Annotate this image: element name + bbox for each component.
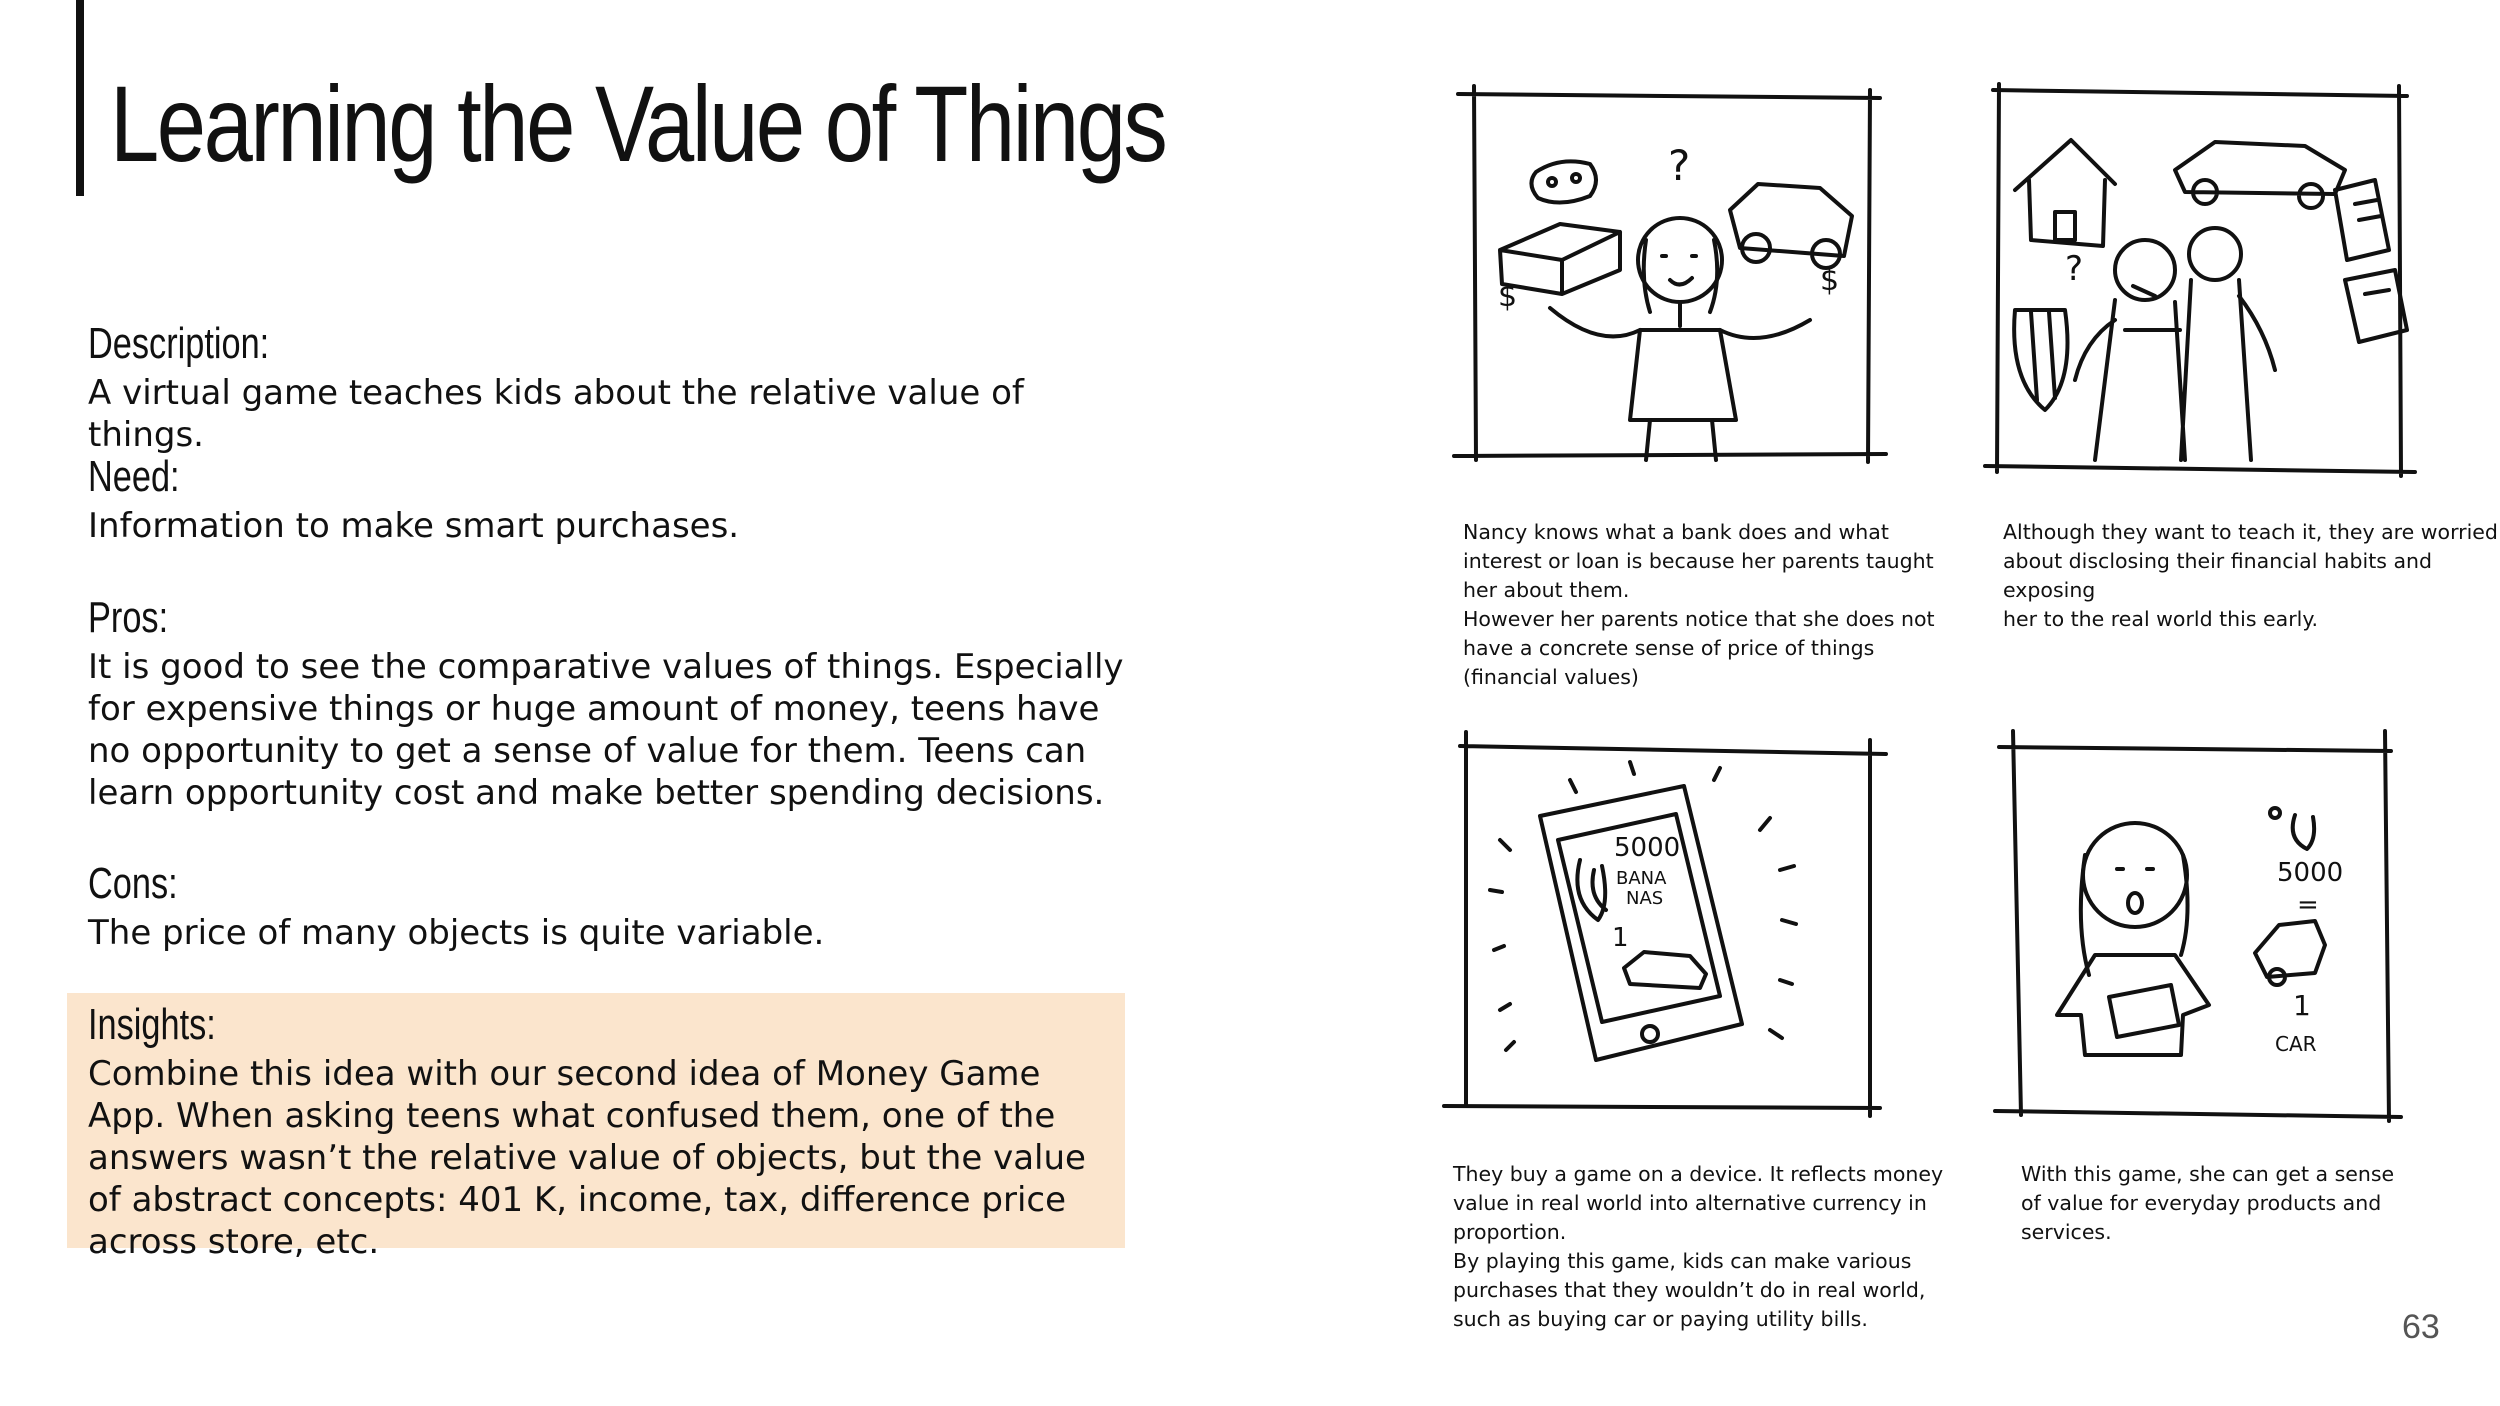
storyboard-sketch-4 — [1985, 725, 2410, 1125]
insights-heading: Insights: — [88, 1000, 216, 1049]
cons-section — [88, 859, 1118, 954]
pros-heading: Pros: — [88, 593, 169, 642]
sketch-frame — [1995, 731, 2401, 1121]
pros-section — [88, 593, 1128, 814]
need-heading: Need: — [88, 452, 180, 501]
page-number: 63 — [2402, 1308, 2440, 1346]
pros-text: It is good to see the comparative values of things. Especially for expensive things or huge amount of money, teens have no opportunity to get a sense of value for them. Teens can learn opportunity cost and make better spending decisions. — [88, 647, 1124, 813]
storyboard-caption-4: With this game, she can get a sense of value for everyday products and services. — [2021, 1162, 2395, 1244]
cons-heading: Cons: — [88, 859, 178, 908]
storyboard-sketch-2 — [1975, 80, 2425, 490]
need-text: Information to make smart purchases. — [88, 506, 740, 546]
sketch-bana-label: BANA — [1616, 868, 1667, 889]
insights-section — [88, 1000, 1118, 1263]
description-heading: Description: — [88, 319, 270, 368]
description-text: A virtual game teaches kids about the relative value of things. — [88, 373, 1024, 455]
title-accent-bar — [76, 0, 84, 196]
page-title: Learning the Value of Things — [110, 63, 1166, 184]
sketch-nas-label: NAS — [1626, 888, 1664, 909]
sketch-one-label: 1 — [1612, 923, 1629, 953]
sketch-dollar-left: $ — [1498, 279, 1518, 314]
storyboard-caption-3: They buy a game on a device. It reflects money value in real world into alternative currency in proportion. By playing this game, kids can make various purchases that they wouldn’t do in real world, such as buying car or paying utility bills. — [1453, 1162, 1944, 1331]
storyboard-sketch-3 — [1430, 720, 1900, 1120]
need-section — [88, 452, 1118, 547]
storyboard-caption-1: Nancy knows what a bank does and what interest or loan is because her parents taught her about them. However her parents notice that she does not have a concrete sense of price of things (financial values) — [1463, 520, 1935, 689]
storyboard-caption-2: Although they want to teach it, they are worried about disclosing their financial habits and exposing her to the real world this early. — [2003, 520, 2498, 631]
sketch-price-5000: 5000 — [2277, 858, 2344, 888]
description-section — [88, 319, 1118, 456]
insights-text: Combine this idea with our second idea of Money Game App. When asking teens what confused them, one of the answers wasn’t the relative value of objects, but the value of abstract concepts: 401 K, income, tax, difference price across store, etc. — [88, 1054, 1086, 1262]
sketch-price-5000: 5000 — [1614, 833, 1681, 863]
cons-text: The price of many objects is quite variable. — [88, 913, 825, 953]
sketch-dollar-right: $ — [1820, 263, 1840, 298]
sketch-question-mark: ? — [1668, 141, 1691, 190]
storyboard-sketch-1 — [1440, 80, 1900, 490]
sketch-one-label: 1 — [2293, 989, 2311, 1022]
sketch-question-mark: ? — [2065, 249, 2084, 289]
sketch-car-label: CAR — [2275, 1032, 2317, 1056]
sketch-equals-sign: = — [2297, 890, 2319, 920]
